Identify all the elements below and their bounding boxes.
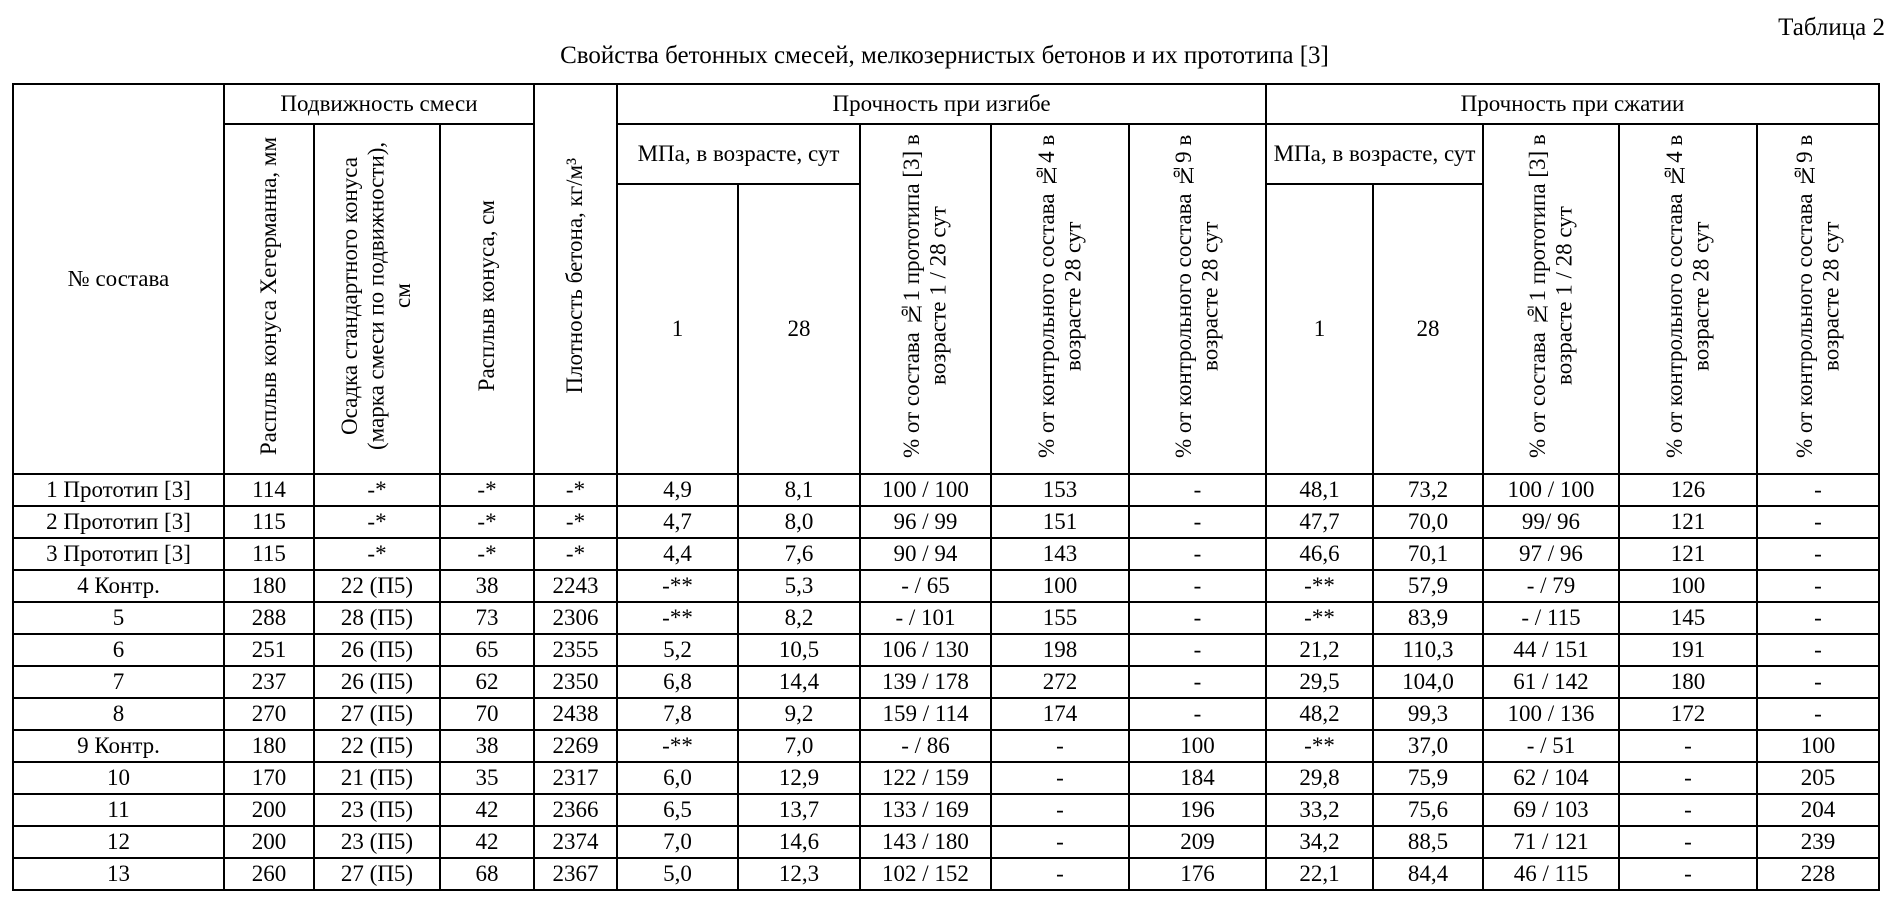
table-cell: 205 xyxy=(1757,762,1879,794)
table-cell: 6,5 xyxy=(617,794,738,826)
table-cell: 28 (П5) xyxy=(314,602,440,634)
table-cell: - / 65 xyxy=(860,570,991,602)
composition-cell: 7 xyxy=(13,666,224,698)
table-cell: 75,6 xyxy=(1373,794,1483,826)
table-cell: - xyxy=(1757,570,1879,602)
table-cell: 33,2 xyxy=(1266,794,1373,826)
table-cell: 155 xyxy=(991,602,1129,634)
table-cell: 200 xyxy=(224,794,314,826)
composition-cell: 11 xyxy=(13,794,224,826)
header-compression-pct-proto: % от состава №1 прототипа [3] в возрасте 1 / 28 сут xyxy=(1483,124,1619,474)
composition-cell: 2 Прототип [3] xyxy=(13,506,224,538)
table-cell: 204 xyxy=(1757,794,1879,826)
table-cell: 196 xyxy=(1129,794,1266,826)
table-cell: 99,3 xyxy=(1373,698,1483,730)
composition-cell: 8 xyxy=(13,698,224,730)
header-compression-group: Прочность при сжатии xyxy=(1266,84,1879,124)
table-row xyxy=(13,858,1879,890)
table-cell: - xyxy=(1757,538,1879,570)
table-cell: 8,2 xyxy=(738,602,860,634)
table-cell: 2374 xyxy=(534,826,617,858)
table-cell: 70,1 xyxy=(1373,538,1483,570)
table-cell: 180 xyxy=(224,570,314,602)
table-cell: 57,9 xyxy=(1373,570,1483,602)
header-bending-day1: 1 xyxy=(617,184,738,474)
composition-cell: 9 Контр. xyxy=(13,730,224,762)
table-cell: 70,0 xyxy=(1373,506,1483,538)
table-cell: -** xyxy=(617,570,738,602)
table-cell: 209 xyxy=(1129,826,1266,858)
table-cell: 7,6 xyxy=(738,538,860,570)
header-bending-pct-ctrl4: % от контрольного состава №4 в возрасте 28 сут xyxy=(991,124,1129,474)
table-cell: -** xyxy=(1266,730,1373,762)
table-cell: - xyxy=(1757,634,1879,666)
table-cell: 26 (П5) xyxy=(314,666,440,698)
table-cell: -* xyxy=(314,474,440,506)
table-cell: - xyxy=(1619,858,1757,890)
table-cell: -* xyxy=(534,506,617,538)
table-cell: - / 115 xyxy=(1483,602,1619,634)
table-cell: 62 xyxy=(440,666,534,698)
table-cell: 7,8 xyxy=(617,698,738,730)
table-cell: 2438 xyxy=(534,698,617,730)
table-cell: - xyxy=(991,762,1129,794)
header-composition: № состава xyxy=(13,84,224,474)
table-cell: 42 xyxy=(440,794,534,826)
table-cell: 4,7 xyxy=(617,506,738,538)
table-cell: 100 / 100 xyxy=(1483,474,1619,506)
composition-cell: 3 Прототип [3] xyxy=(13,538,224,570)
table-cell: 4,4 xyxy=(617,538,738,570)
table-cell: 100 xyxy=(1757,730,1879,762)
table-cell: - / 51 xyxy=(1483,730,1619,762)
table-cell: 12,9 xyxy=(738,762,860,794)
table-cell: 126 xyxy=(1619,474,1757,506)
table-cell: 21,2 xyxy=(1266,634,1373,666)
table-cell: - xyxy=(1619,762,1757,794)
table-cell: 100 xyxy=(1129,730,1266,762)
table-cell: 143 xyxy=(991,538,1129,570)
table-cell: 100 / 136 xyxy=(1483,698,1619,730)
table-cell: 2317 xyxy=(534,762,617,794)
table-cell: - / 101 xyxy=(860,602,991,634)
table-cell: - xyxy=(1129,634,1266,666)
table-cell: -* xyxy=(314,506,440,538)
table-cell: 145 xyxy=(1619,602,1757,634)
header-bending-group: Прочность при изгибе xyxy=(617,84,1266,124)
table-cell: - xyxy=(1757,474,1879,506)
table-cell: 200 xyxy=(224,826,314,858)
table-cell: 114 xyxy=(224,474,314,506)
composition-cell: 6 xyxy=(13,634,224,666)
table-cell: 14,4 xyxy=(738,666,860,698)
table-cell: - xyxy=(1757,698,1879,730)
table-cell: 37,0 xyxy=(1373,730,1483,762)
composition-cell: 13 xyxy=(13,858,224,890)
table-cell: 8,1 xyxy=(738,474,860,506)
table-cell: 22,1 xyxy=(1266,858,1373,890)
table-label: Таблица 2 xyxy=(1778,14,1885,41)
table-cell: - xyxy=(991,794,1129,826)
header-bending-mpa-age: МПа, в возрасте, сут xyxy=(617,124,860,184)
composition-cell: 1 Прототип [3] xyxy=(13,474,224,506)
table-cell: 5,3 xyxy=(738,570,860,602)
table-cell: 23 (П5) xyxy=(314,794,440,826)
table-cell: 228 xyxy=(1757,858,1879,890)
table-cell: - xyxy=(991,730,1129,762)
table-cell: - xyxy=(1757,602,1879,634)
table-cell: 172 xyxy=(1619,698,1757,730)
table-cell: - xyxy=(1129,506,1266,538)
table-cell: 100 / 100 xyxy=(860,474,991,506)
table-cell: 73,2 xyxy=(1373,474,1483,506)
table-cell: 104,0 xyxy=(1373,666,1483,698)
table-row xyxy=(13,602,1879,634)
table-row xyxy=(13,698,1879,730)
table-cell: 153 xyxy=(991,474,1129,506)
header-cone-spread: Расплыв конуса, см xyxy=(440,124,534,474)
table-cell: 121 xyxy=(1619,506,1757,538)
table-cell: 46 / 115 xyxy=(1483,858,1619,890)
table-cell: 8,0 xyxy=(738,506,860,538)
table-cell: - xyxy=(1619,730,1757,762)
table-cell: 7,0 xyxy=(738,730,860,762)
table-row xyxy=(13,506,1879,538)
table-cell: 65 xyxy=(440,634,534,666)
table-cell: 5,0 xyxy=(617,858,738,890)
table-title: Свойства бетонных смесей, мелкозернистых бетонов и их прототипа [3] xyxy=(560,42,1329,69)
table-cell: 5,2 xyxy=(617,634,738,666)
header-compression-day28: 28 xyxy=(1373,184,1483,474)
table-cell: - xyxy=(1757,666,1879,698)
table-row xyxy=(13,762,1879,794)
table-cell: 170 xyxy=(224,762,314,794)
table-cell: -* xyxy=(534,538,617,570)
table-cell: 10,5 xyxy=(738,634,860,666)
table-cell: 27 (П5) xyxy=(314,698,440,730)
table-cell: -** xyxy=(617,602,738,634)
properties-table xyxy=(12,83,1880,891)
table-cell: 46,6 xyxy=(1266,538,1373,570)
table-cell: 12,3 xyxy=(738,858,860,890)
header-compression-pct-ctrl4: % от контрольного состава №4 в возрасте 28 сут xyxy=(1619,124,1757,474)
header-hegermann-spread: Расплыв конуса Хегерманна, мм xyxy=(224,124,314,474)
table-cell: 38 xyxy=(440,570,534,602)
table-cell: 29,5 xyxy=(1266,666,1373,698)
table-cell: 90 / 94 xyxy=(860,538,991,570)
composition-cell: 4 Контр. xyxy=(13,570,224,602)
table-row xyxy=(13,794,1879,826)
table-cell: 22 (П5) xyxy=(314,570,440,602)
composition-cell: 10 xyxy=(13,762,224,794)
table-cell: 83,9 xyxy=(1373,602,1483,634)
composition-cell: 12 xyxy=(13,826,224,858)
table-cell: 6,0 xyxy=(617,762,738,794)
table-cell: 270 xyxy=(224,698,314,730)
header-bending-pct-ctrl9: % от контрольного состава №9 в возрасте 28 сут xyxy=(1129,124,1266,474)
header-compression-pct-ctrl9: % от контрольного состава №9 в возрасте 28 сут xyxy=(1757,124,1879,474)
table-cell: 42 xyxy=(440,826,534,858)
table-cell: - xyxy=(1129,570,1266,602)
table-cell: 9,2 xyxy=(738,698,860,730)
table-row xyxy=(13,826,1879,858)
table-cell: 151 xyxy=(991,506,1129,538)
table-cell: 13,7 xyxy=(738,794,860,826)
table-cell: - xyxy=(1619,826,1757,858)
table-cell: 2243 xyxy=(534,570,617,602)
table-cell: - xyxy=(1619,794,1757,826)
table-row xyxy=(13,474,1879,506)
table-cell: - xyxy=(991,858,1129,890)
table-cell: 70 xyxy=(440,698,534,730)
table-row xyxy=(13,666,1879,698)
table-cell: 159 / 114 xyxy=(860,698,991,730)
table-cell: 48,1 xyxy=(1266,474,1373,506)
table-cell: 180 xyxy=(224,730,314,762)
table-cell: 2355 xyxy=(534,634,617,666)
table-cell: - / 86 xyxy=(860,730,991,762)
table-cell: 99/ 96 xyxy=(1483,506,1619,538)
table-cell: - xyxy=(1129,538,1266,570)
table-cell: 2350 xyxy=(534,666,617,698)
table-cell: 22 (П5) xyxy=(314,730,440,762)
table-cell: 251 xyxy=(224,634,314,666)
table-cell: 133 / 169 xyxy=(860,794,991,826)
table-cell: 239 xyxy=(1757,826,1879,858)
table-cell: 14,6 xyxy=(738,826,860,858)
table-cell: - / 79 xyxy=(1483,570,1619,602)
header-bending-pct-proto: % от состава №1 прототипа [3] в возрасте 1 / 28 сут xyxy=(860,124,991,474)
table-cell: 143 / 180 xyxy=(860,826,991,858)
table-cell: 184 xyxy=(1129,762,1266,794)
table-cell: 71 / 121 xyxy=(1483,826,1619,858)
composition-cell: 5 xyxy=(13,602,224,634)
table-cell: 38 xyxy=(440,730,534,762)
table-cell: 35 xyxy=(440,762,534,794)
table-cell: 75,9 xyxy=(1373,762,1483,794)
table-cell: 102 / 152 xyxy=(860,858,991,890)
table-cell: 73 xyxy=(440,602,534,634)
table-cell: 97 / 96 xyxy=(1483,538,1619,570)
table-cell: -* xyxy=(314,538,440,570)
table-cell: -* xyxy=(440,538,534,570)
table-row xyxy=(13,634,1879,666)
table-cell: 23 (П5) xyxy=(314,826,440,858)
table-cell: 84,4 xyxy=(1373,858,1483,890)
table-cell: -* xyxy=(440,506,534,538)
table-cell: -** xyxy=(1266,570,1373,602)
table-row xyxy=(13,538,1879,570)
table-cell: 115 xyxy=(224,538,314,570)
table-cell: - xyxy=(991,826,1129,858)
table-cell: 288 xyxy=(224,602,314,634)
table-cell: -** xyxy=(617,730,738,762)
table-cell: 139 / 178 xyxy=(860,666,991,698)
table-cell: - xyxy=(1129,698,1266,730)
table-cell: 27 (П5) xyxy=(314,858,440,890)
table-cell: 176 xyxy=(1129,858,1266,890)
table-cell: -* xyxy=(440,474,534,506)
table-row xyxy=(13,570,1879,602)
table-cell: 260 xyxy=(224,858,314,890)
header-compression-mpa-age: МПа, в возрасте, сут xyxy=(1266,124,1483,184)
table-cell: 69 / 103 xyxy=(1483,794,1619,826)
table-row xyxy=(13,730,1879,762)
table-body xyxy=(13,474,1879,890)
header-bending-day28: 28 xyxy=(738,184,860,474)
table-cell: 237 xyxy=(224,666,314,698)
table-cell: 122 / 159 xyxy=(860,762,991,794)
table-cell: -** xyxy=(1266,602,1373,634)
table-cell: 198 xyxy=(991,634,1129,666)
table-cell: 180 xyxy=(1619,666,1757,698)
table-cell: 110,3 xyxy=(1373,634,1483,666)
table-cell: 26 (П5) xyxy=(314,634,440,666)
table-cell: - xyxy=(1129,474,1266,506)
table-cell: 106 / 130 xyxy=(860,634,991,666)
table-cell: 2269 xyxy=(534,730,617,762)
table-cell: 191 xyxy=(1619,634,1757,666)
table-cell: - xyxy=(1129,666,1266,698)
table-cell: 2366 xyxy=(534,794,617,826)
table-cell: 61 / 142 xyxy=(1483,666,1619,698)
header-cone-slump: Осадка стандартного конуса (марка смеси по подвижности), см xyxy=(314,124,440,474)
table-cell: 34,2 xyxy=(1266,826,1373,858)
table-cell: 115 xyxy=(224,506,314,538)
table-cell: 6,8 xyxy=(617,666,738,698)
table-cell: -* xyxy=(534,474,617,506)
table-cell: - xyxy=(1757,506,1879,538)
table-cell: 68 xyxy=(440,858,534,890)
table-cell: 100 xyxy=(1619,570,1757,602)
table-cell: 48,2 xyxy=(1266,698,1373,730)
table-cell: 7,0 xyxy=(617,826,738,858)
table-cell: 21 (П5) xyxy=(314,762,440,794)
header-density: Плотность бетона, кг/м³ xyxy=(534,84,617,474)
table-cell: - xyxy=(1129,602,1266,634)
header-compression-day1: 1 xyxy=(1266,184,1373,474)
table-cell: 29,8 xyxy=(1266,762,1373,794)
table-cell: 96 / 99 xyxy=(860,506,991,538)
table-cell: 2367 xyxy=(534,858,617,890)
table-cell: 121 xyxy=(1619,538,1757,570)
table-cell: 100 xyxy=(991,570,1129,602)
header-mobility-group: Подвижность смеси xyxy=(224,84,534,124)
table-cell: 2306 xyxy=(534,602,617,634)
table-cell: 62 / 104 xyxy=(1483,762,1619,794)
table-cell: 88,5 xyxy=(1373,826,1483,858)
table-cell: 4,9 xyxy=(617,474,738,506)
table-cell: 44 / 151 xyxy=(1483,634,1619,666)
table-cell: 272 xyxy=(991,666,1129,698)
table-cell: 47,7 xyxy=(1266,506,1373,538)
table-cell: 174 xyxy=(991,698,1129,730)
